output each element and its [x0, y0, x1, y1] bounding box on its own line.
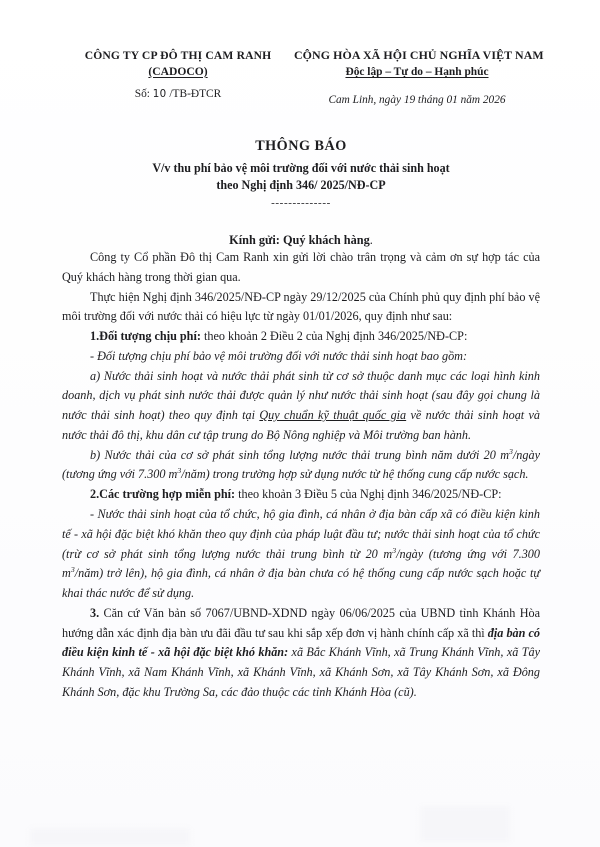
section-2-item — [62, 505, 540, 604]
salutation — [62, 233, 540, 248]
section-2-item-part2: /ngày (tương ứng với 7.300 m — [62, 546, 540, 581]
title-block — [62, 137, 540, 209]
document-header — [62, 48, 544, 107]
section-3-paragraph — [62, 604, 540, 703]
national-motto: Độc lập – Tự do – Hạnh phúc — [345, 66, 489, 79]
section-1-number: 1. — [90, 329, 100, 344]
document-number-value: 10 — [152, 87, 167, 100]
header-national-block — [294, 48, 544, 107]
section-1-item-a-underlined: Quy chuẩn kỹ thuật quốc gia — [259, 408, 407, 423]
scan-artifact — [420, 806, 510, 842]
header-issuer-block — [62, 48, 294, 101]
section-3-part2: xã Bắc Khánh Vĩnh, xã Trung Khánh Vĩnh, xã Tây Khánh Vĩnh, xã Nam Khánh Vĩnh, xã Khánh Vĩnh, xã Khánh Sơn, xã Tây Khánh Sơn, xã Đông Khánh Sơn, đặc khu Trường Sa, các đảo thuộc các tỉnh Khánh Hòa (cũ). — [62, 645, 540, 699]
title-divider: -------------- — [271, 197, 331, 210]
section-2-item-sup2: 3 — [70, 565, 75, 575]
scan-artifact — [30, 828, 190, 846]
section-2-item-part3: /năm) trở lên), hộ gia đình, cá nhân ở địa bàn chưa có hệ thống cung cấp nước sạch hoặc tự khai thác nước để sử dụng. — [62, 566, 540, 601]
document-number — [62, 87, 294, 102]
section-1-heading — [62, 327, 540, 347]
section-2-heading — [62, 485, 540, 505]
document-number-prefix: Số: — [134, 87, 150, 100]
section-1-item-b-part1: b) Nước thải của cơ sở phát sinh tổng lượng nước thải trung bình năm dưới 20 m — [90, 447, 510, 462]
salutation-period: . — [369, 233, 373, 248]
salutation-text: Kính gửi: Quý khách hàng — [229, 233, 370, 248]
section-1-item-a — [62, 367, 540, 446]
document-content — [62, 48, 544, 703]
section-1-item-b-sup2: 3 — [177, 466, 182, 476]
issuing-organization-name: CÔNG TY CP ĐÔ THỊ CAM RANH — [84, 49, 272, 62]
section-2-item-sup1: 3 — [392, 545, 397, 555]
section-3-part1: Căn cứ Văn bản số 7067/UBND-XDND ngày 06/06/2025 của UBND tỉnh Khánh Hòa hướng dẫn xác định địa bàn ưu đãi đầu tư sau khi sắp xếp đơn vị hành chính cấp xã thì — [62, 605, 541, 640]
section-1-intro-item: - Đối tượng chịu phí bảo vệ môi trường đối với nước thải sinh hoạt bao gồm: — [90, 348, 468, 363]
section-1-item-a-part2: về nước thải sinh hoạt và nước thải đô thị, khu dân cư tập trung do Bộ Nông nghiệp và Môi trường ban hành. — [62, 408, 540, 442]
section-1-item-b-part2: /ngày (tương ứng với 7.300 m — [62, 447, 540, 482]
document-title: THÔNG BÁO — [255, 138, 347, 155]
section-2-number: 2. — [90, 487, 100, 502]
section-1-reference: theo khoản 2 Điều 2 của Nghị định 346/2025/NĐ-CP: — [203, 329, 468, 344]
document-subtitle-line-1: V/v thu phí bảo vệ môi trường đối với nước thải sinh hoạt — [152, 160, 450, 175]
section-1-item-b-part3: /năm) trong trường hợp sử dụng nước từ hệ thống cung cấp nước sạch. — [181, 467, 529, 482]
section-3-emphasis: địa bàn có điều kiện kinh tế - xã hội đặc biệt khó khăn: — [62, 625, 540, 660]
legal-basis-paragraph: Thực hiện Nghị định 346/2025/NĐ-CP ngày 29/12/2025 của Chính phủ quy định phí bảo vệ môi trường đối với nước thải có hiệu lực từ ngày 01/01/2026, quy định như sau: — [62, 289, 540, 324]
document-number-suffix: /TB-ĐTCR — [169, 87, 222, 100]
issuing-organization-abbreviation: (CADOCO) — [148, 64, 208, 78]
section-2-item-part1: - Nước thải sinh hoạt của tổ chức, hộ gia đình, cá nhân ở địa bàn cấp xã có điều kiện kinh tế - xã hội đặc biệt khó khăn theo quy định của pháp luật đầu tư; nước thải sinh hoạt của tổ chức (trừ cơ sở phát sinh tổng lượng nước thải trung bình từ 20 m — [62, 507, 540, 561]
section-3-number: 3. — [90, 605, 100, 620]
section-2-title: Các trường hợp miễn phí: — [99, 487, 236, 502]
section-1-item-a-part1: a) Nước thải sinh hoạt và nước thải phát sinh từ cơ sở thuộc danh mục các loại hình kinh doanh, dịch vụ phát sinh nước thải được quản lý như nước thải sinh hoạt (sau đây gọi chung là nước thải sinh hoạt) theo quy định tại — [62, 368, 540, 423]
section-1-item-b-sup1: 3 — [509, 446, 513, 456]
intro-paragraph: Công ty Cổ phần Đô thị Cam Ranh xin gửi lời chào trân trọng và cảm ơn sự hợp tác của Quý khách hàng trong thời gian qua. — [62, 250, 540, 284]
section-1-title: Đối tượng chịu phí: — [99, 329, 201, 344]
place-and-date: Cam Linh, ngày 19 tháng 01 năm 2026 — [328, 93, 506, 106]
section-1-item-b — [62, 446, 540, 486]
document-subtitle — [62, 160, 540, 194]
section-2-reference: theo khoản 3 Điều 5 của Nghị định 346/2025/NĐ-CP: — [238, 487, 502, 502]
national-title: CỘNG HÒA XÃ HỘI CHỦ NGHĨA VIỆT NAM — [294, 48, 544, 62]
document-subtitle-line-2: theo Nghị định 346/ 2025/NĐ-CP — [216, 177, 386, 192]
